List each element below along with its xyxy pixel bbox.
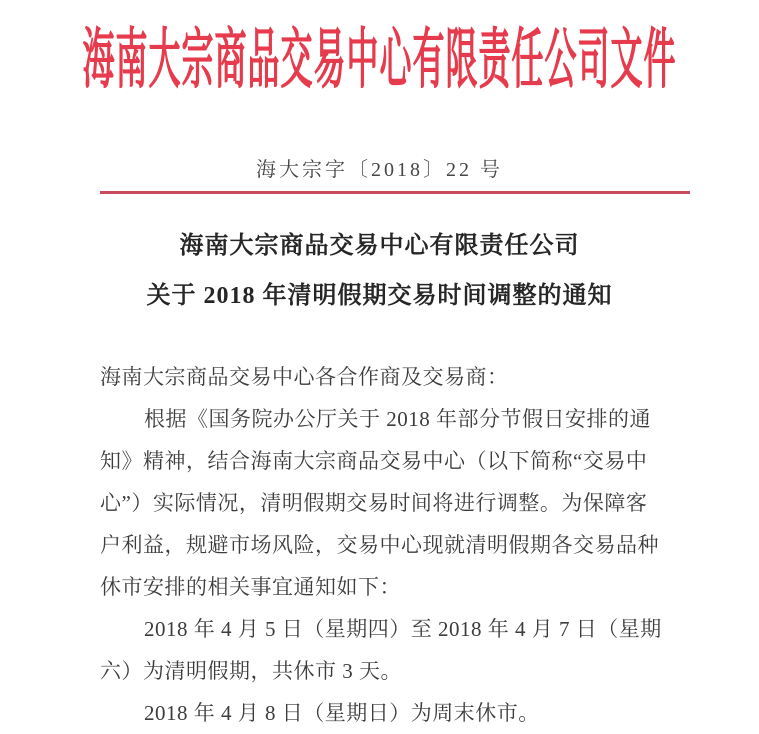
notice-title <box>0 234 759 334</box>
red-divider-line <box>100 191 690 194</box>
document-number: 海大宗字〔2018〕22 号 <box>256 159 503 181</box>
body-line: 根据《国务院办公厅关于 2018 年部分节假日安排的通 <box>144 407 651 431</box>
body-line: 2018 年 4 月 5 日（星期四）至 2018 年 4 月 7 日（星期 <box>144 617 662 641</box>
notice-title-line1: 海南大宗商品交易中心有限责任公司 <box>179 233 580 259</box>
body-line: 心”）实际情况，清明假期交易时间将进行调整。为保障客 <box>100 491 648 515</box>
body-line: 2018 年 4 月 8 日（星期日）为周末休市。 <box>144 701 540 725</box>
letterhead-title: 海南大宗商品交易中心有限责任公司文件 <box>82 21 677 96</box>
body-line: 六）为清明假期，共休市 3 天。 <box>100 659 402 683</box>
notice-body <box>100 356 696 734</box>
body-line: 休市安排的相关事宜通知如下： <box>100 575 401 599</box>
body-line: 户利益，规避市场风险，交易中心现就清明假期各交易品种 <box>100 533 659 557</box>
salutation-line: 海南大宗商品交易中心各合作商及交易商： <box>100 365 509 389</box>
notice-title-line2: 关于 2018 年清明假期交易时间调整的通知 <box>146 283 613 309</box>
body-line: 知》精神，结合海南大宗商品交易中心（以下简称“交易中 <box>100 449 648 473</box>
